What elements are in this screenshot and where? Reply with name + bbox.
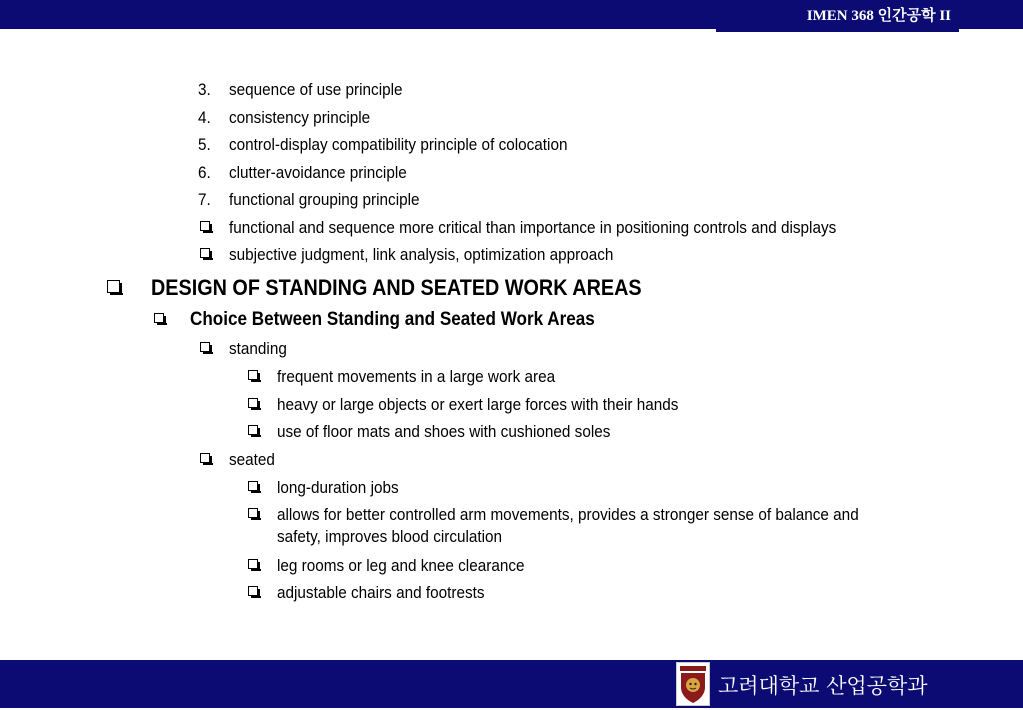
checkbox-bullet-icon xyxy=(248,398,258,408)
checkbox-bullet-icon xyxy=(248,586,258,596)
list-item: frequent movements in a large work area xyxy=(277,367,556,386)
list-item: consistency principle xyxy=(229,108,371,127)
list-item: control-display compatibility principle of colocation xyxy=(229,135,568,154)
list-item: allows for better controlled arm movements, provides a stronger sense of balance and xyxy=(277,505,859,524)
department-name: 고려대학교 산업공학과 xyxy=(718,674,928,698)
list-item: clutter-avoidance principle xyxy=(229,163,407,182)
group-label-seated: seated xyxy=(229,450,275,469)
checkbox-bullet-icon xyxy=(200,453,210,463)
checkbox-bullet-icon xyxy=(248,481,258,491)
list-item: functional grouping principle xyxy=(229,190,420,209)
item-number: 3. xyxy=(198,80,211,99)
checkbox-bullet-icon xyxy=(154,313,164,323)
course-title-underline xyxy=(716,29,959,32)
course-title: IMEN 368 인간공학 II xyxy=(795,2,959,31)
group-label-standing: standing xyxy=(229,339,287,358)
list-item: long-duration jobs xyxy=(277,478,399,497)
checkbox-bullet-icon xyxy=(248,425,258,435)
list-item: heavy or large objects or exert large forces with their hands xyxy=(277,395,679,414)
item-number: 6. xyxy=(198,163,211,182)
list-item-continuation: safety, improves blood circulation xyxy=(277,527,503,546)
checkbox-bullet-icon xyxy=(248,508,258,518)
list-item: leg rooms or leg and knee clearance xyxy=(277,556,525,575)
checkbox-bullet-icon xyxy=(200,342,210,352)
list-item: adjustable chairs and footrests xyxy=(277,583,485,602)
list-item: functional and sequence more critical than importance in positioning controls and displays xyxy=(229,218,837,237)
list-item: use of floor mats and shoes with cushioned soles xyxy=(277,422,611,441)
item-number: 4. xyxy=(198,108,211,127)
university-logo xyxy=(676,662,710,706)
item-number: 5. xyxy=(198,135,211,154)
checkbox-bullet-icon xyxy=(248,559,258,569)
list-item: sequence of use principle xyxy=(229,80,403,99)
checkbox-bullet-icon xyxy=(200,248,210,258)
item-number: 7. xyxy=(198,190,211,209)
list-item: subjective judgment, link analysis, optimization approach xyxy=(229,245,614,264)
checkbox-bullet-icon xyxy=(200,221,210,231)
checkbox-bullet-icon xyxy=(248,370,258,380)
checkbox-bullet-icon xyxy=(107,280,120,293)
section-title: DESIGN OF STANDING AND SEATED WORK AREAS xyxy=(151,275,642,300)
section-subtitle: Choice Between Standing and Seated Work Areas xyxy=(190,309,595,330)
